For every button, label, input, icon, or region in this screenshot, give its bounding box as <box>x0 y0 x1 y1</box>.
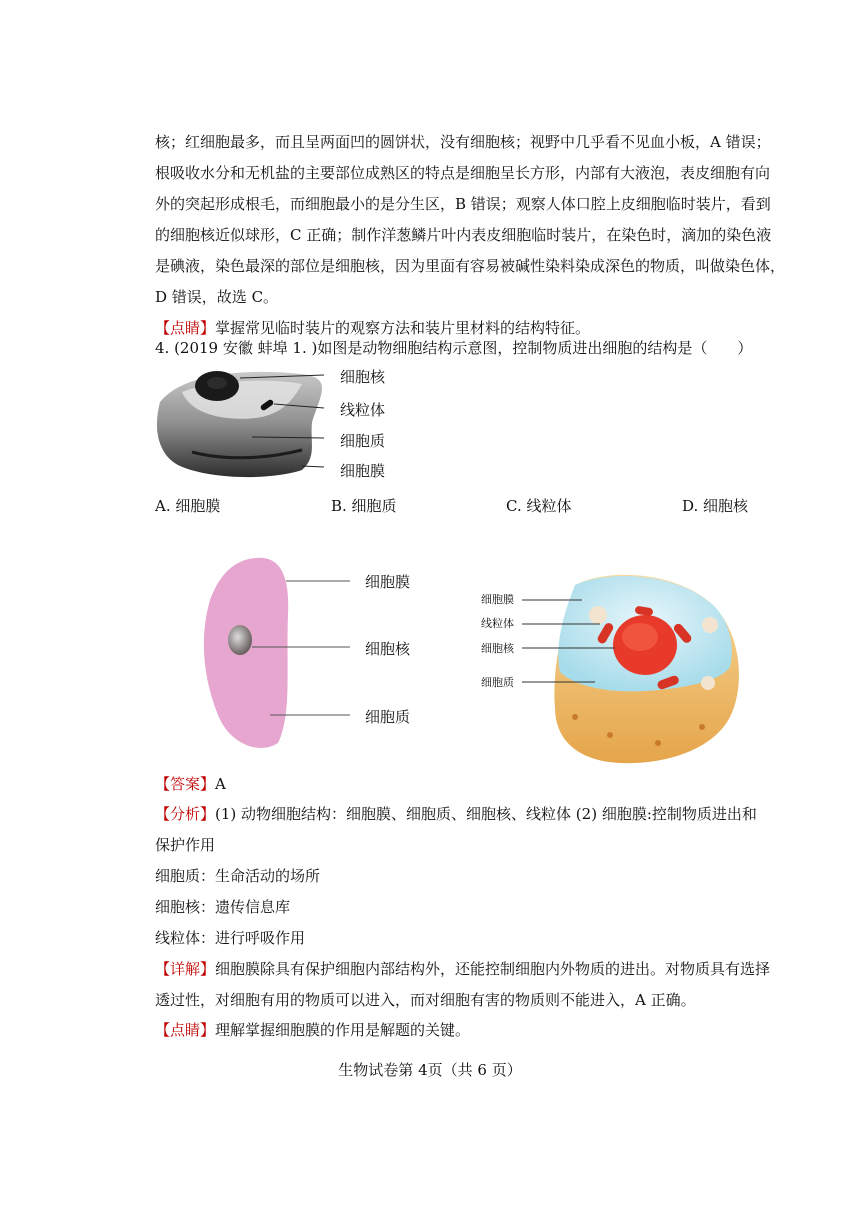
figure-label: 线粒体 <box>340 401 386 419</box>
analysis-item: 细胞核：遗传信息库 <box>155 898 291 916</box>
tips-tag: 【点睛】 <box>155 319 216 337</box>
colored-cell-diagram <box>480 567 750 767</box>
explanation-line: 根吸收水分和无机盐的主要部位成熟区的特点是细胞呈长方形，内部有大液泡，表皮细胞有向 <box>155 164 771 182</box>
answer-tag: 【答案】 <box>155 775 216 793</box>
question-text: 4. (2019 安徽 蚌埠 1. )如图是动物细胞结构示意图，控制物质进出细胞的结构是（ ） <box>155 339 753 357</box>
analysis-item: 细胞质：生命活动的场所 <box>155 867 321 885</box>
tips-text: 掌握常见临时装片的观察方法和装片里材料的结构特征。 <box>215 319 591 337</box>
figure-label: 细胞膜 <box>340 462 386 480</box>
analysis <box>155 803 757 825</box>
diagram-label: 细胞核 <box>481 642 514 655</box>
pink-cell-diagram <box>200 555 360 755</box>
option-a: A. 细胞膜 <box>155 497 221 515</box>
explanation-line: 的细胞核近似球形，C 正确；制作洋葱鳞片叶内表皮细胞临时装片，在染色时，滴加的染色液 <box>155 226 772 244</box>
page-footer: 生物试卷第 4页（共 6 页） <box>338 1061 522 1079</box>
figure-label: 细胞质 <box>340 432 386 450</box>
detail <box>155 958 770 980</box>
diagram-label: 细胞质 <box>481 676 514 689</box>
tips-tag: 【点睛】 <box>155 1021 216 1039</box>
answer-text: A <box>215 775 226 793</box>
diagram-label: 细胞膜 <box>481 593 514 606</box>
diagram-label: 细胞核 <box>365 640 411 658</box>
tips <box>155 1019 470 1041</box>
explanation-line: 外的突起形成根毛，而细胞最小的是分生区，B 错误；观察人体口腔上皮细胞临时装片，看到 <box>155 195 771 213</box>
analysis-item: 线粒体：进行呼吸作用 <box>155 929 306 947</box>
option-b: B. 细胞质 <box>331 497 397 515</box>
explanation-line: 是碘液，染色最深的部位是细胞核，因为里面有容易被碱性染料染成深色的物质，叫做染色体， <box>155 257 786 275</box>
diagram-label: 线粒体 <box>481 617 514 630</box>
answer <box>155 773 226 795</box>
diagram-label: 细胞膜 <box>365 573 411 591</box>
detail-tag: 【详解】 <box>155 960 216 978</box>
diagram-label: 细胞质 <box>365 708 411 726</box>
detail-text: 细胞膜除具有保护细胞内部结构外，还能控制细胞内外物质的进出。对物质具有选择 <box>215 960 771 978</box>
explanation-line: 核；红细胞最多，而且呈两面凹的圆饼状，没有细胞核；视野中几乎看不见血小板，A 错误； <box>155 133 771 151</box>
option-d: D. 细胞核 <box>682 497 749 515</box>
analysis-line: 保护作用 <box>155 836 216 854</box>
tips-text: 理解掌握细胞膜的作用是解题的关键。 <box>215 1021 471 1039</box>
figure-label: 细胞核 <box>340 368 386 386</box>
detail-line: 透过性，对细胞有用的物质可以进入，而对细胞有害的物质则不能进入，A 正确。 <box>155 991 696 1009</box>
analysis-tag: 【分析】 <box>155 805 216 823</box>
option-c: C. 线粒体 <box>506 497 572 515</box>
analysis-text: (1) 动物细胞结构：细胞膜、细胞质、细胞核、线粒体 (2) 细胞膜:控制物质进出和 <box>215 805 757 823</box>
explanation-line: D 错误，故选 C。 <box>155 288 279 306</box>
tips-prev <box>155 317 590 339</box>
